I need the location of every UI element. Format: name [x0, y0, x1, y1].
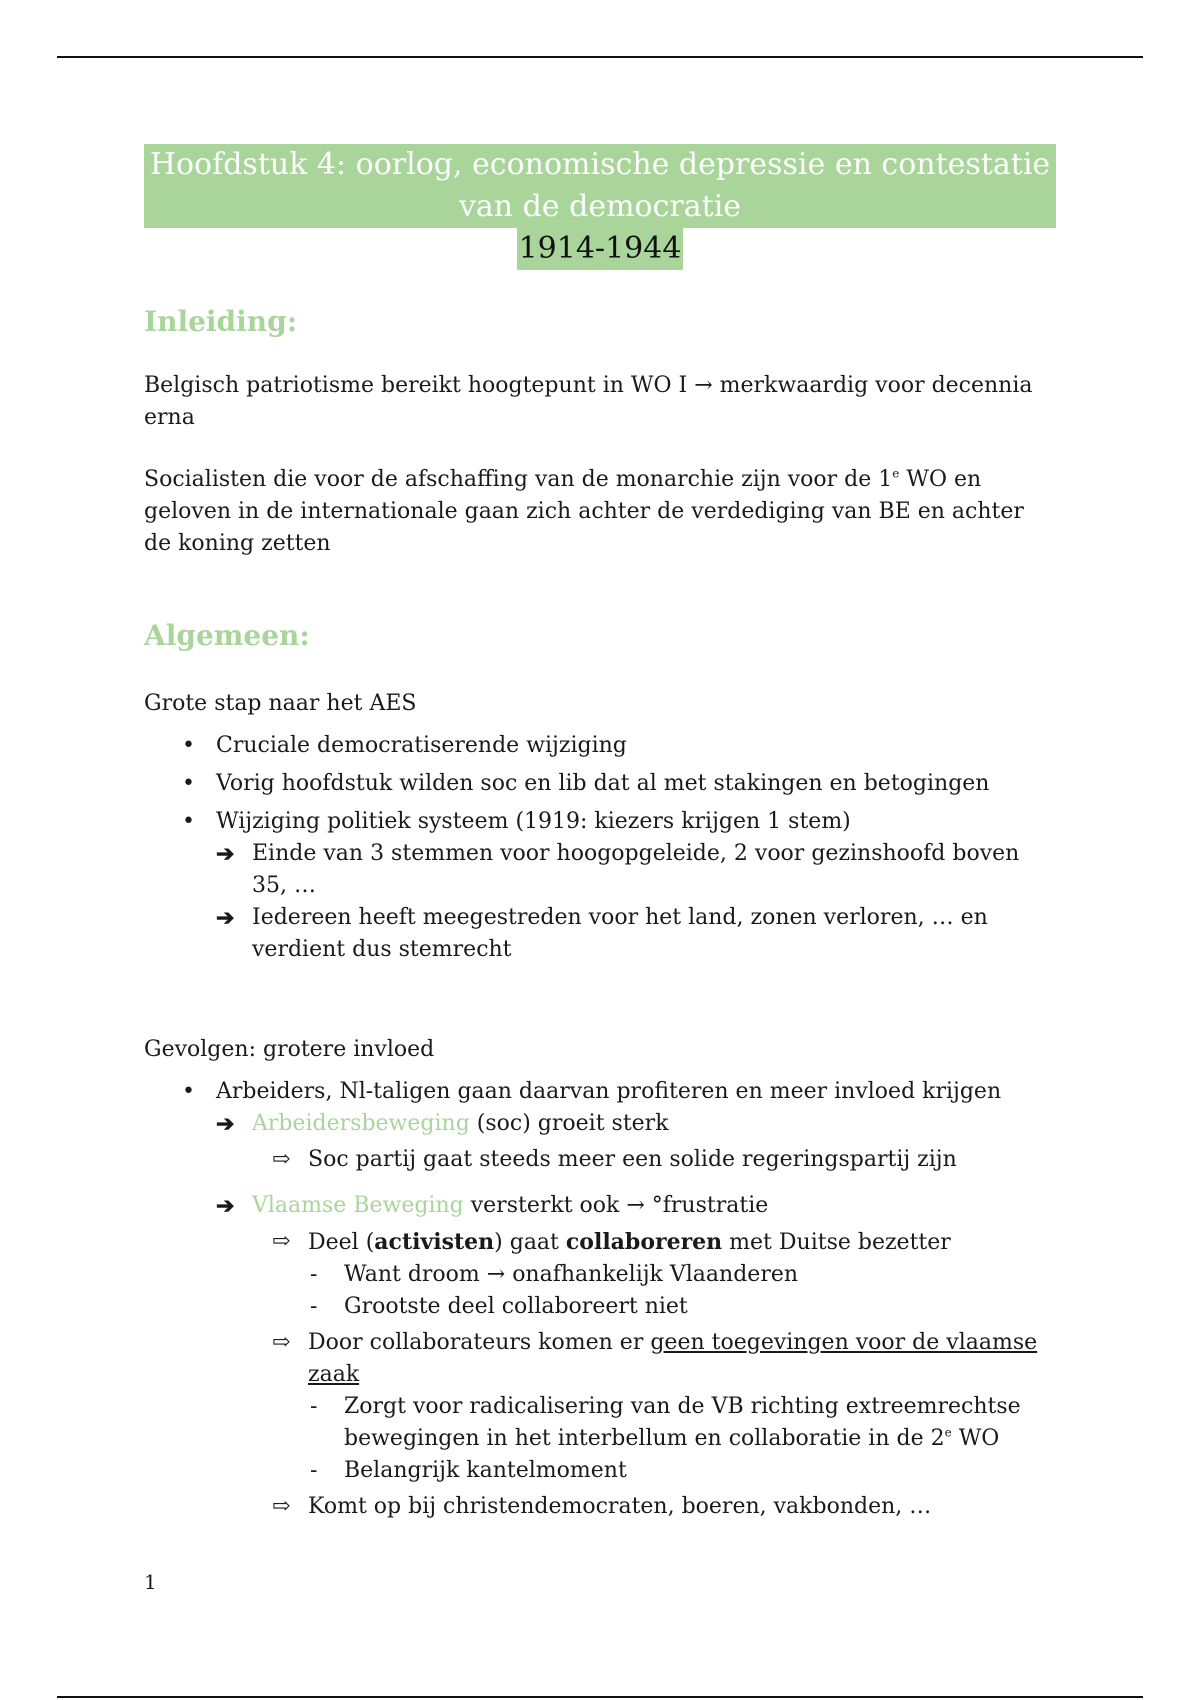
sub-sub-list-item: ⇨ Door collaborateurs komen er geen toegevingen voor de vlaamse zaak - Zorgt voor radicalisering van de VB richting extreemrechtse bewegingen in het interbellum en collaboratie in de 2e WO - Belangrijk kantelmoment: [308, 1327, 1056, 1487]
dash-list-item: - Zorgt voor radicalisering van de VB richting extreemrechtse bewegingen in het interbellum en collaboratie in de 2e WO: [344, 1391, 1056, 1455]
sub-list-item: ➔ Iedereen heeft meegestreden voor het land, zonen verloren, … en verdient dus stemrecht: [252, 902, 1056, 966]
sub-list-item: ➔ Einde van 3 stemmen voor hoogopgeleide, 2 voor gezinshoofd boven 35, …: [252, 838, 1056, 902]
page-number: 1: [144, 1570, 157, 1594]
outline-arrow-icon: ⇨: [272, 1229, 291, 1254]
sub-sub-list-item: ⇨ Soc partij gaat steeds meer een solide regeringspartij zijn: [308, 1144, 1056, 1176]
list-item: • Vorig hoofdstuk wilden soc en lib dat al met stakingen en betogingen: [216, 768, 1056, 800]
dash-list: [308, 1391, 1056, 1487]
document-page: [144, 144, 1056, 1531]
sub-list: [216, 838, 1056, 966]
gevolgen-intro: Gevolgen: grotere invloed: [144, 1037, 435, 1062]
list-item: • Cruciale democratiserende wijziging: [216, 730, 1056, 762]
top-rule: [57, 56, 1143, 58]
dash-list-item: - Grootste deel collaboreert niet: [344, 1291, 1056, 1323]
sub-sub-list: [252, 1144, 1056, 1176]
algemeen-intro: Grote stap naar het AES: [144, 691, 417, 716]
bold-arrow-icon: ➔: [216, 841, 235, 867]
heading-algemeen: Algemeen:: [144, 619, 310, 652]
dash-list-item: - Want droom → onafhankelijk Vlaanderen: [344, 1259, 1056, 1291]
chapter-title: Hoofdstuk 4: oorlog, economische depressie en contestatie van de democratie: [144, 144, 1056, 228]
bottom-rule: [57, 1696, 1143, 1698]
dash-list-item: - Belangrijk kantelmoment: [344, 1455, 1056, 1487]
sub-sub-list: [252, 1226, 1056, 1523]
outline-arrow-icon: ⇨: [272, 1494, 291, 1519]
outline-arrow-icon: ⇨: [272, 1330, 291, 1355]
chapter-years: 1914-1944: [517, 228, 684, 270]
algemeen-list: [144, 730, 1056, 966]
gevolgen-list: [144, 1076, 1056, 1523]
sub-list: [216, 1108, 1056, 1523]
sub-list-item-arbeidersbeweging: ➔ Arbeidersbeweging (soc) groeit sterk ⇨ Soc partij gaat steeds meer een solide regeringspartij zijn: [252, 1108, 1056, 1176]
inleiding-paragraph-1: Belgisch patriotisme bereikt hoogtepunt in WO I → merkwaardig voor decennia erna: [144, 373, 1033, 430]
dash-list: [308, 1259, 1056, 1323]
bold-arrow-icon: ➔: [216, 905, 235, 931]
sub-list-item-vlaamse-beweging: ➔ Vlaamse Beweging versterkt ook → °frustratie ⇨ Deel (activisten) gaat collaboreren met Duitse bezetter - Want droom → onafhankelijk Vlaanderen - Grootste deel collaboreert niet ⇨ Door collaborateurs komen er geen toegevingen voor de vlaamse zaak - Zorgt voor radicalisering van de VB richting extreemrechtse bewegingen in het interbellum en collaboratie in de 2e WO - Belangrijk kantelmoment ⇨ Komt op bij christendemocraten, boeren, vakbonden, …: [252, 1190, 1056, 1523]
bold-arrow-icon: ➔: [216, 1111, 235, 1137]
heading-inleiding: Inleiding:: [144, 305, 298, 338]
sub-sub-list-item: ⇨ Komt op bij christendemocraten, boeren, vakbonden, …: [308, 1491, 1056, 1523]
inleiding-paragraph-2: Socialisten die voor de afschaffing van de monarchie zijn voor de 1e WO en geloven in de internationale gaan zich achter de verdediging van BE en achter de koning zetten: [144, 466, 1024, 556]
title-block: [144, 144, 1056, 270]
bold-arrow-icon: ➔: [216, 1193, 235, 1219]
outline-arrow-icon: ⇨: [272, 1147, 291, 1172]
sub-sub-list-item: ⇨ Deel (activisten) gaat collaboreren met Duitse bezetter - Want droom → onafhankelijk Vlaanderen - Grootste deel collaboreert niet: [308, 1226, 1056, 1323]
list-item: • Wijziging politiek systeem (1919: kiezers krijgen 1 stem) ➔ Einde van 3 stemmen voor hoogopgeleide, 2 voor gezinshoofd boven 35, … ➔ Iedereen heeft meegestreden voor het land, zonen verloren, … en verdient dus stemrecht: [216, 806, 1056, 966]
list-item: • Arbeiders, Nl-taligen gaan daarvan profiteren en meer invloed krijgen ➔ Arbeidersbeweging (soc) groeit sterk ⇨ Soc partij gaat steeds meer een solide regeringspartij zijn ➔ Vlaamse Beweging versterkt ook → °frustratie ⇨ Deel (activisten) gaat collaboreren met Duitse bezetter - Want droom → onafhankelijk Vlaanderen - Grootste deel collaboreert niet ⇨ Door collaborateurs komen er geen toegevingen voor de vlaamse zaak - Zorgt voor radicalisering van de VB richting extreemrechtse bewegingen in het interbellum en collaboratie in de 2e WO - Belangrijk kantelmoment ⇨ Komt op bij christendemocraten, boeren, vakbonden, …: [216, 1076, 1056, 1523]
